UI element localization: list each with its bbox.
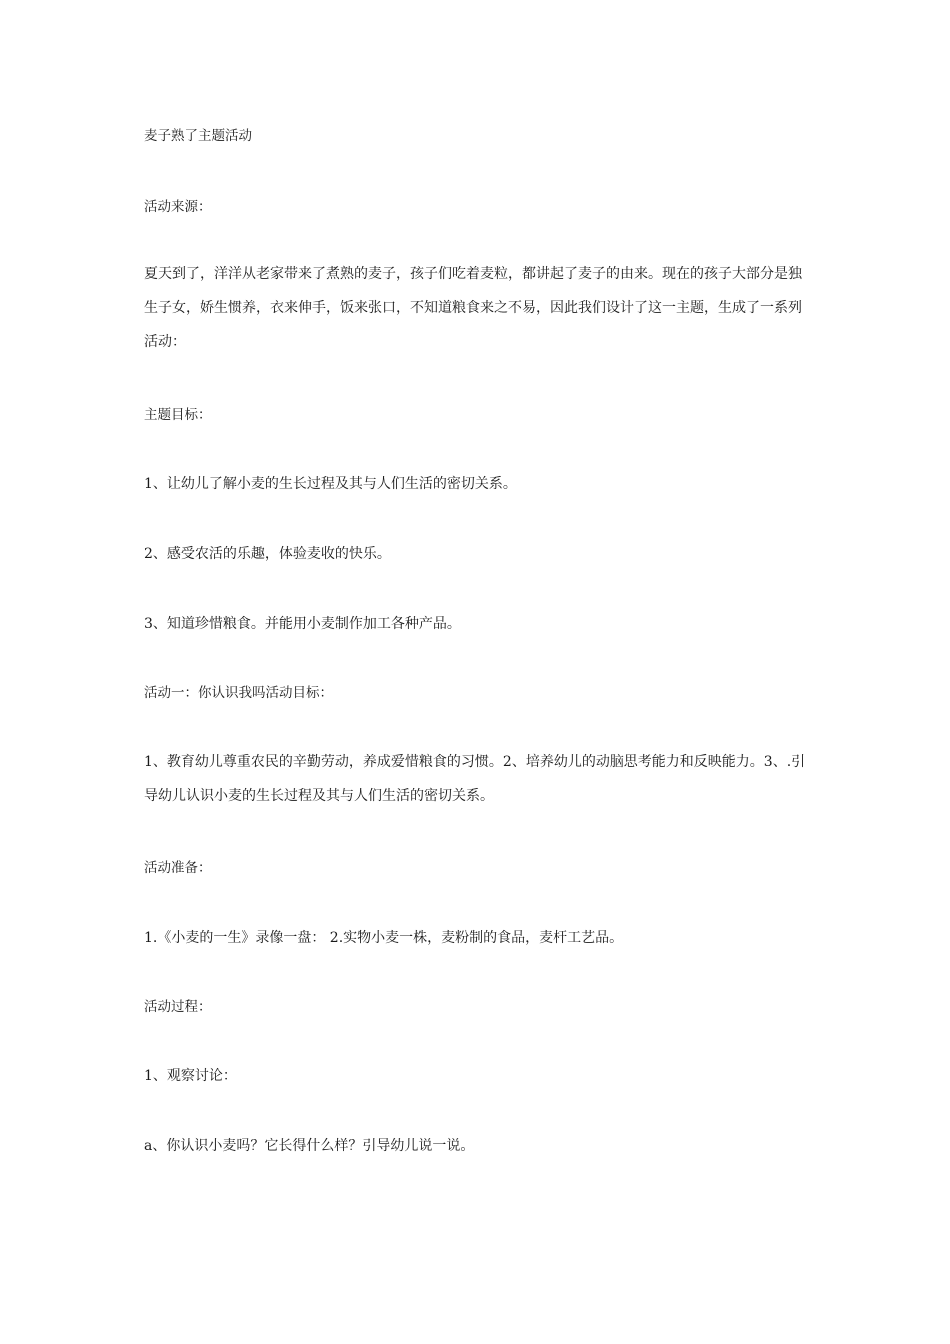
activity1-goals-paragraph: 1、教育幼儿尊重农民的辛勤劳动，养成爱惜粮食的习惯。2、培养幼儿的动脑思考能力和反映能力。3、.引导幼儿认识小麦的生长过程及其与人们生活的密切关系。 <box>144 754 806 804</box>
source-label: 活动来源： <box>144 199 212 215</box>
prep-label: 活动准备： <box>144 860 212 876</box>
process-label: 活动过程： <box>144 999 212 1015</box>
process-item-1a: a、你认识小麦吗？它长得什么样？引导幼儿说一说。 <box>144 1138 475 1154</box>
prep-paragraph: 1.《小麦的一生》录像一盘： 2.实物小麦一株，麦粉制的食品，麦杆工艺品。 <box>144 930 624 946</box>
source-paragraph: 夏天到了，洋洋从老家带来了煮熟的麦子，孩子们吃着麦粒，都讲起了麦子的由来。现在的孩子大部分是独生子女，娇生惯养，衣来伸手，饭来张口，不知道粮食来之不易，因此我们设计了这一主题，生成了一系列活动： <box>144 266 802 350</box>
goal-item-1: 1、让幼儿了解小麦的生长过程及其与人们生活的密切关系。 <box>144 476 517 492</box>
process-item-1: 1、观察讨论： <box>144 1068 237 1084</box>
goal-item-2: 2、感受农活的乐趣，体验麦收的快乐。 <box>144 546 391 562</box>
goal-item-3: 3、知道珍惜粮食。并能用小麦制作加工各种产品。 <box>144 616 461 632</box>
goal-label: 主题目标： <box>144 407 212 423</box>
activity1-goal-label: 活动一：你认识我吗活动目标： <box>144 685 333 701</box>
document-title: 麦子熟了主题活动 <box>144 128 252 144</box>
